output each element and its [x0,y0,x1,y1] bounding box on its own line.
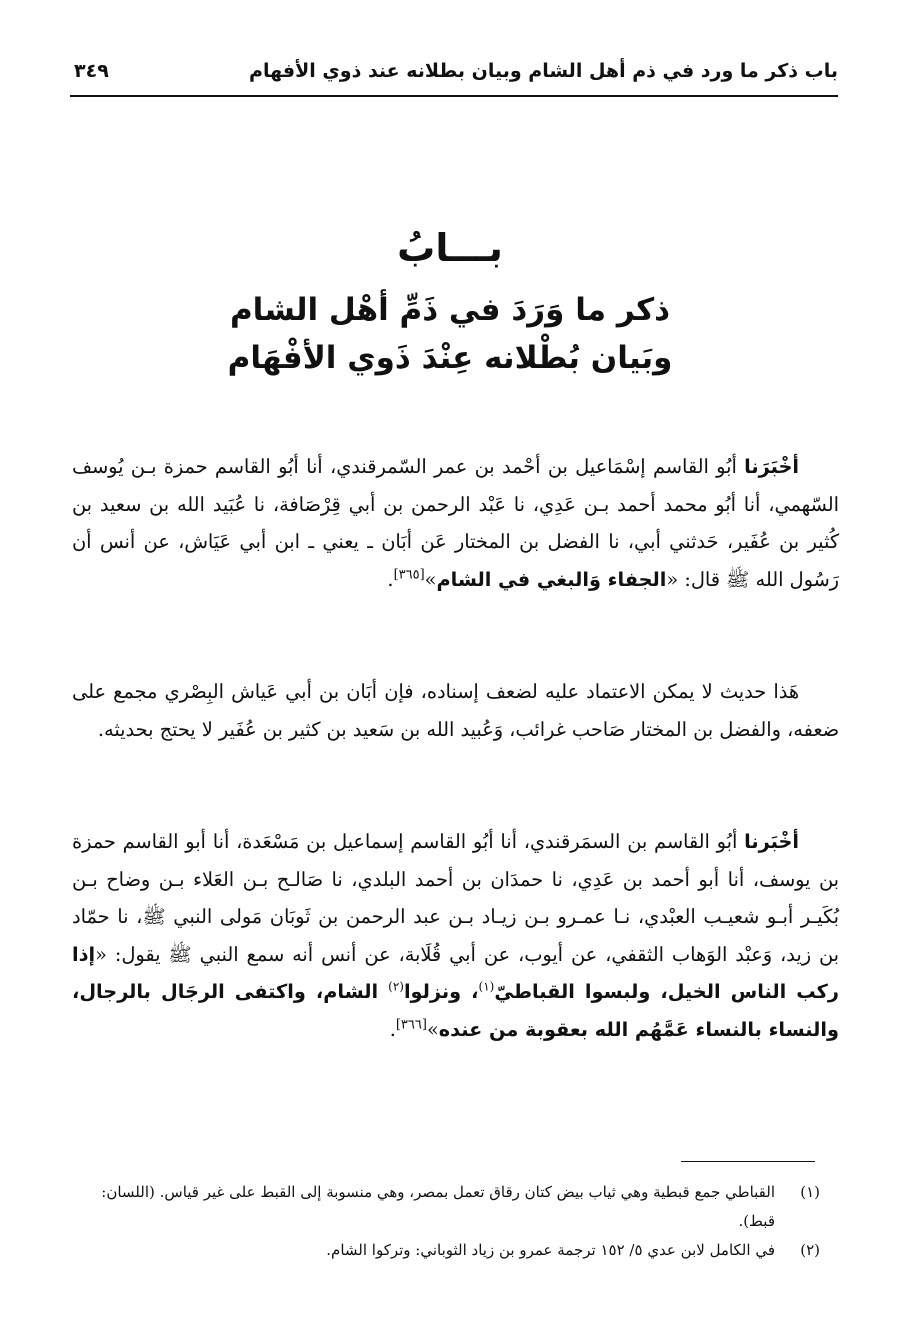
sentence-end: . [387,567,394,591]
hadith-paragraph-1 [72,448,839,598]
hadith-quote: الجفاء وَالبغي في الشام [436,567,667,591]
isnad-text: أبُو القاسم بن السمَرقندي، أنا أبُو القاسم إسماعيل بن مَسْعَدة، أنا أبو القاسم حمزة بن يوسف، أنا أبو أحمد بن عَدِي، نا حمدَان بن أحمد البلدي، نا صَالـح بـن العَلاء بـن وضاح بـن بُكَيـر أبـو شعيـب العبْدي، نـا عمـرو بـن زيـاد بـن عبد الرحمن بن ثَوبَان مَولى النبي ﷺ، نا حمّاد بن زيد، وَعبْد الوَهاب الثقفي، عن أيوب، عن أبي قُلَابة، عن أنس أنه سمع النبي ﷺ يقول: « [72,830,839,966]
footnote-1 [72,1178,820,1236]
commentary-paragraph [72,673,839,748]
hadith-reference-number: [٣٦٦] [395,1017,427,1033]
narration-lead-word: أخْبَرَنا [744,455,799,478]
footnote-text: القباطي جمع قبطية وهي ثياب بيض كتان رقاق تعمل بمصر، وهي منسوبة إلى القبط على غير قياس. (اللسان: قبط). [101,1183,775,1230]
quote-close: » [424,567,437,591]
commentary-text: هَذا حديث لا يمكن الاعتماد عليه لضعف إسناده، فإن أبَان بن أبي عَياش البِصْري مجمع على ضعفه، والفضل بن المختار صَاحب غرائب، وَعُبيد الله بن سَعيد بن كثير بن عُفَير لا يحتج بحديثه. [72,680,839,741]
footnote-2 [72,1236,820,1265]
chapter-title-line-1: ذكر ما وَرَدَ في ذَمِّ أهْل الشام [229,292,671,328]
isnad-text: أبُو القاسم إسْمَاعيل بن أحْمد بن عمر السّمرقندي، أنا أبُو القاسم حمزة بـن يُوسف السّهمي، أنا أبُو محمد أحمد بـن عَدِي، نا عَبْد الرحمن بن أبي قِرْصَافة، نا عُبَيد الله بن سعيد بن كُثير بن عُفَير، حَدثني أبي، نا الفضل بن المختار عَن أبَان ـ يعني ـ ابن أبي عَيَاش، عن أنس أن رَسُول الله ﷺ قال: « [72,455,839,591]
running-title: باب ذكر ما ورد في ذم أهل الشام وبيان بطلانه عند ذوي الأفهام [249,60,838,82]
footnotes [72,1178,820,1265]
footnote-number: (١) [800,1183,820,1201]
hadith-quote-part-a: إذا ركب الناس الخيل، ولبسوا القباطيّ [72,942,839,1003]
running-header [70,60,838,100]
chapter-title [100,286,800,382]
quote-close: » [426,1017,439,1041]
chapter-title-line-2: وبَيان بُطْلانه عِنْدَ ذَوي الأفْهَام [227,340,673,376]
hadith-reference-number: [٣٦٥] [393,567,425,583]
chapter-label: بـــابُ [397,226,503,270]
footnote-marker-2: (٢) [388,979,404,994]
footnote-number: (٢) [800,1241,820,1259]
narration-lead-word: أخْبَرنا [744,830,799,853]
footnote-marker-1: (١) [478,979,495,994]
page-number: ٣٤٩ [74,60,109,82]
footnote-separator [681,1161,815,1162]
footnote-text: في الكامل لابن عدي ٥/ ١٥٢ ترجمة عمرو بن زياد الثوباني: وتركوا الشام. [326,1241,775,1259]
hadith-quote-part-b: ، ونزلوا [403,980,479,1003]
sentence-end: . [389,1017,396,1041]
hadith-paragraph-2 [72,823,839,1048]
hadith-quote-part-c: الشام، واكتفى الرجَال بالرجال، والنساء بالنساء عَمَّهُم الله بعقوبة من عنده [72,980,839,1041]
header-rule [70,95,838,97]
